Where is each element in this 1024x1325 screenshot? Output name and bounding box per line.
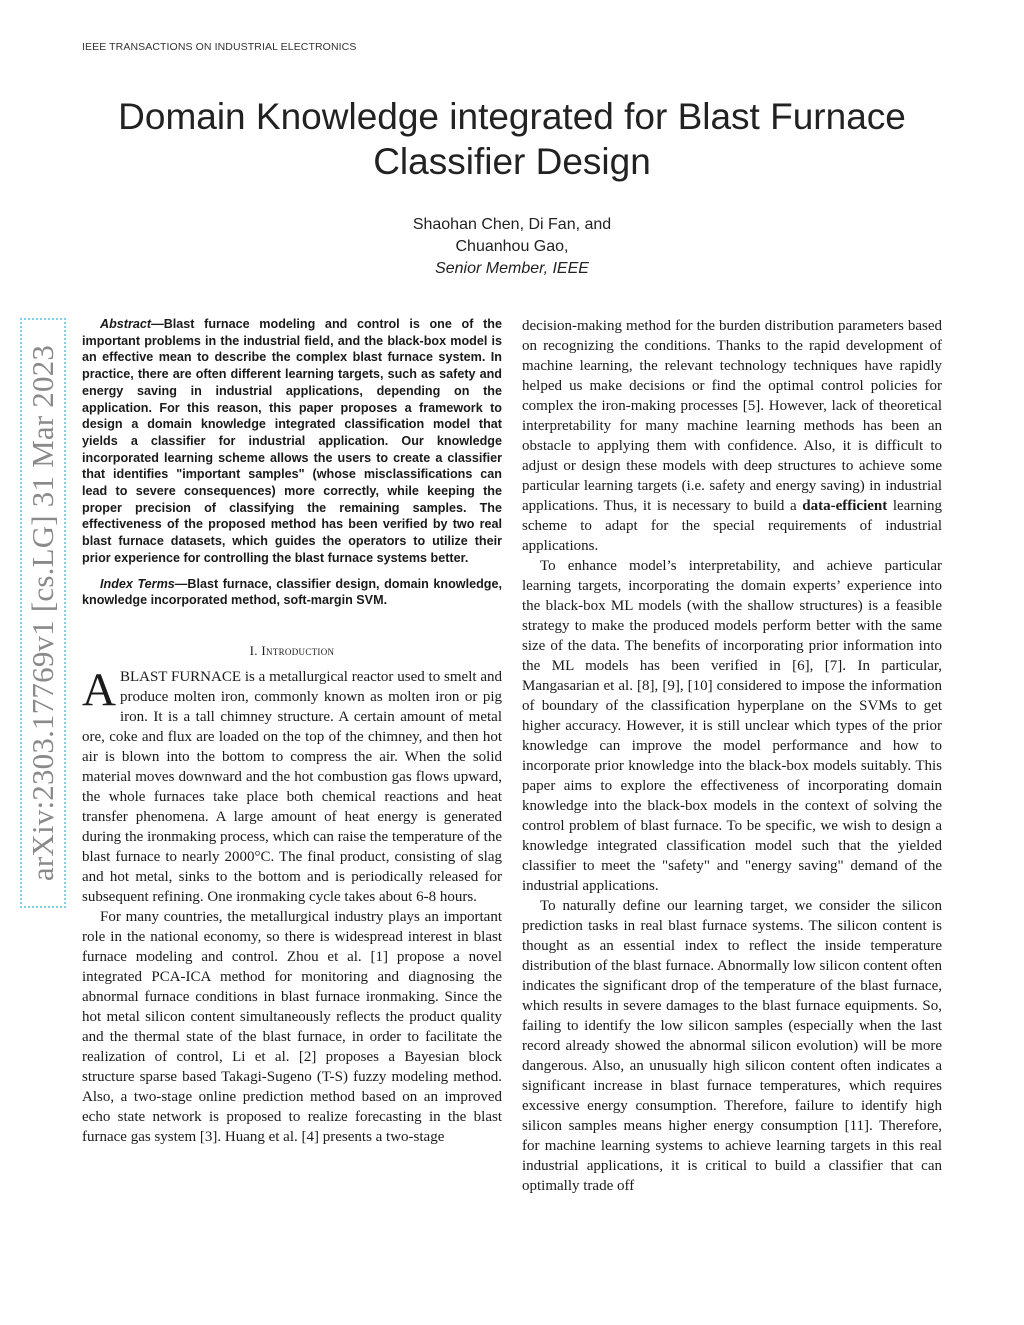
section-title: Introduction [261,642,335,658]
section-number: I. [249,642,262,658]
title-line-2: Classifier Design [373,141,651,182]
intro-paragraph-3-text-a: decision-making method for the burden distribution parameters based on recognizing the conditions. Thanks to the rapid development of machine learning, the relevant technology techniques have rapidly helped us make decisions or find the optimal control policies for complex the iron-making processes [5]. However, lack of theoretical interpretability for many machine learning methods has been an obstacle to applying them with confidence. Also, it is difficult to adjust or design these models with deep structures to achieve some particular learning targets (i.e. safety and energy saving) in industrial applications. Thus, it is necessary to build a [522,318,942,514]
intro-paragraph-3-bold: data-efficient [802,498,888,514]
intro-paragraph-2: For many countries, the metallurgical industry plays an important role in the national economy, so there is widespread interest in blast furnace modeling and control. Zhou et al. [1] propose a novel integrated PCA-ICA method for monitoring and diagnosing the abnormal furnace conditions in blast furnace ironmaking. Since the hot metal silicon content simultaneously reflects the product quality and the thermal state of the blast furnace, in order to facilitate the realization of control, Li et al. [2] proposes a Bayesian block structure sparse based Takagi-Sugeno (T-S) fuzzy modeling method. Also, a two-stage online prediction method based on an improved echo state network is proposed to realize forecasting in the blast furnace gas system [3]. Huang et al. [4] presents a two-stage [82,908,502,1145]
intro-paragraph-3-text-b: learning scheme to adapt for the special requirements of industrial applications. [522,498,942,554]
right-column [522,316,942,1196]
index-terms-text: —Blast furnace, classifier design, domain knowledge, knowledge incorporated method, soft-margin SVM. [82,576,502,608]
author-name: Chuanhou Gao, [455,238,569,255]
intro-paragraph-1-text: BLAST FURNACE is a metallurgical reactor used to smelt and produce molten iron, commonly known as molten iron or pig iron. It is a tall chimney structure. A certain amount of metal ore, coke and flux are loaded on the top of the chimney, and then hot air is blown into the bottom to compress the air. When the solid material moves downward and the hot combustion gas flows upward, the whole furnaces take place both chemical reactions and heat transfer phenomena. A large amount of heat energy is generated during the ironmaking process, which can raise the temperature of the blast furnace to nearly 2000°C. The final product, consisting of slag and hot metal, sinks to the bottom and is periodically released for subsequent refining. One ironmaking cycle takes about 6-8 hours. [82,668,502,905]
abstract [82,316,502,567]
intro-paragraph-1 [82,663,502,907]
arxiv-identifier: arXiv:2303.17769v1 [cs.LG] 31 Mar 2023 [25,344,60,882]
running-header: IEEE TRANSACTIONS ON INDUSTRIAL ELECTRONICS [82,41,357,53]
drop-cap: A [82,663,116,716]
index-terms-lead: Index Terms [100,576,175,591]
authors-line-2 [0,236,1024,280]
author-role: Senior Member, IEEE [435,260,589,277]
intro-paragraph-4: To enhance model’s interpretability, and achieve particular learning targets, incorporating the domain experts’ experience into the black-box ML models (with the shallow structures) is a feasible strategy to make the produced models perform better with the same size of the data. The benefits of incorporating prior information into the ML models has been verified in [6], [7]. In particular, Mangasarian et al. [8], [9], [10] considered to impose the information of boundary of the classification hyperplane on the SVMs to get higher accuracy. However, it is still unclear which types of the prior knowledge can improve the model performance and how to incorporate prior knowledge into the black-box models suitably. This paper aims to explore the effectiveness of incorporating domain knowledge into the black-box models in the context of solving the control problem of blast furnace. To be specific, we wish to design a knowledge integrated classification model such that the yielded classifier to meet the "safety" and "energy saving" demand of the industrial applications. [522,558,942,894]
abstract-lead: Abstract [100,317,152,331]
left-column [82,316,502,1147]
index-terms [82,576,502,609]
abstract-text: —Blast furnace modeling and control is one of the important problems in the industrial field, and the black-box model is an effective mean to describe the complex blast furnace system. In practice, there are often different learning targets, such as safety and energy saving in industrial applications, depending on the application. For this reason, this paper proposes a framework to design a domain knowledge integrated classification model that yields a classifier for industrial application. Our knowledge incorporated learning scheme allows the users to create a classifier that identifies "important samples" (whose misclassifications can lead to severe consequences) more correctly, while keeping the proper precision of classifying the remaining samples. The effectiveness of the proposed method has been verified by two real blast furnace datasets, which guides the operators to utilize their prior experience for controlling the blast furnace systems better. [82,317,502,565]
author-block [0,214,1024,280]
paper-title [0,94,1024,184]
authors-line-1: Shaohan Chen, Di Fan, and [412,216,612,233]
intro-paragraph-3 [522,316,942,556]
title-line-1: Domain Knowledge integrated for Blast Furnace [118,96,906,137]
section-heading [82,643,502,659]
intro-paragraph-5: To naturally define our learning target, we consider the silicon prediction tasks in real blast furnace systems. The silicon content is thought as an essential index to reflect the inside temperature distribution of the blast furnace. Abnormally low silicon content often indicates the significant drop of the temperature of the blast furnace, which results in severe damages to the blast furnace equipments. So, failing to identify the low silicon samples (especially when the last record already showed the abnormal silicon evolution) will be more dangerous. Also, an unusually high silicon content often indicates a significant increase in blast furnace temperatures, which requires excessive energy consumption. Therefore, failure to identify high silicon samples means higher energy consumption [11]. Therefore, for machine learning systems to achieve learning targets in this real industrial applications, it is critical to build a classifier that can optimally trade off [522,898,942,1194]
